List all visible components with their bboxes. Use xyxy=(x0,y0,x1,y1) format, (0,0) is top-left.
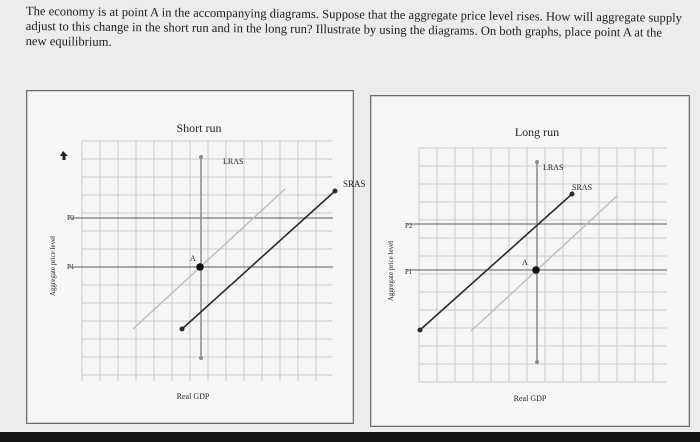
ghost-sras-line xyxy=(471,196,617,331)
short-run-point-label: A xyxy=(190,254,196,263)
short-run-xlabel: Real GDP xyxy=(176,392,210,401)
sras-handle[interactable] xyxy=(333,189,338,194)
lras-handle[interactable] xyxy=(535,360,539,364)
short-run-graph-panel[interactable] xyxy=(26,90,366,424)
point-a[interactable] xyxy=(196,263,204,271)
sras-handle[interactable] xyxy=(418,328,423,333)
short-run-sras-label: SRAS xyxy=(343,179,366,189)
lras-handle[interactable] xyxy=(199,155,203,159)
lras-handle[interactable] xyxy=(535,160,539,164)
sras-handle[interactable] xyxy=(570,192,575,197)
long-run-title: Long run xyxy=(514,125,560,139)
arrow-icon xyxy=(60,151,68,160)
lras-handle[interactable] xyxy=(199,356,203,360)
short-run-p2-label: P2 xyxy=(67,214,75,222)
long-run-graph[interactable] xyxy=(371,96,689,426)
long-run-graph-panel[interactable] xyxy=(370,95,690,427)
point-a[interactable] xyxy=(532,266,540,274)
long-run-p2-label: P2 xyxy=(405,222,413,230)
short-run-ylabel: Aggregate price level xyxy=(49,235,57,297)
long-run-xlabel: Real GDP xyxy=(513,394,547,403)
long-run-p1-label: P1 xyxy=(405,268,413,276)
bottom-bar xyxy=(0,432,700,442)
sras-line[interactable] xyxy=(182,191,335,329)
short-run-lras-label: LRAS xyxy=(223,157,244,166)
short-run-p1-label: P1 xyxy=(67,263,75,271)
sras-handle[interactable] xyxy=(180,327,185,332)
short-run-graph[interactable] xyxy=(27,91,366,423)
question-text: The economy is at point A in the accompanying diagrams. Suppose that the aggregate price level rises. How will aggregate supply adjust to this change in the short run and in the long run? Illustrate by using the diagrams. On both graphs, place point A at the new equilibrium. xyxy=(25,4,683,49)
long-run-point-label: A xyxy=(522,258,528,267)
long-run-ylabel: Aggregate price level xyxy=(387,240,395,302)
long-run-lras-label: LRAS xyxy=(543,163,564,172)
short-run-title: Short run xyxy=(176,121,222,135)
long-run-sras-label: SRAS xyxy=(572,183,593,192)
